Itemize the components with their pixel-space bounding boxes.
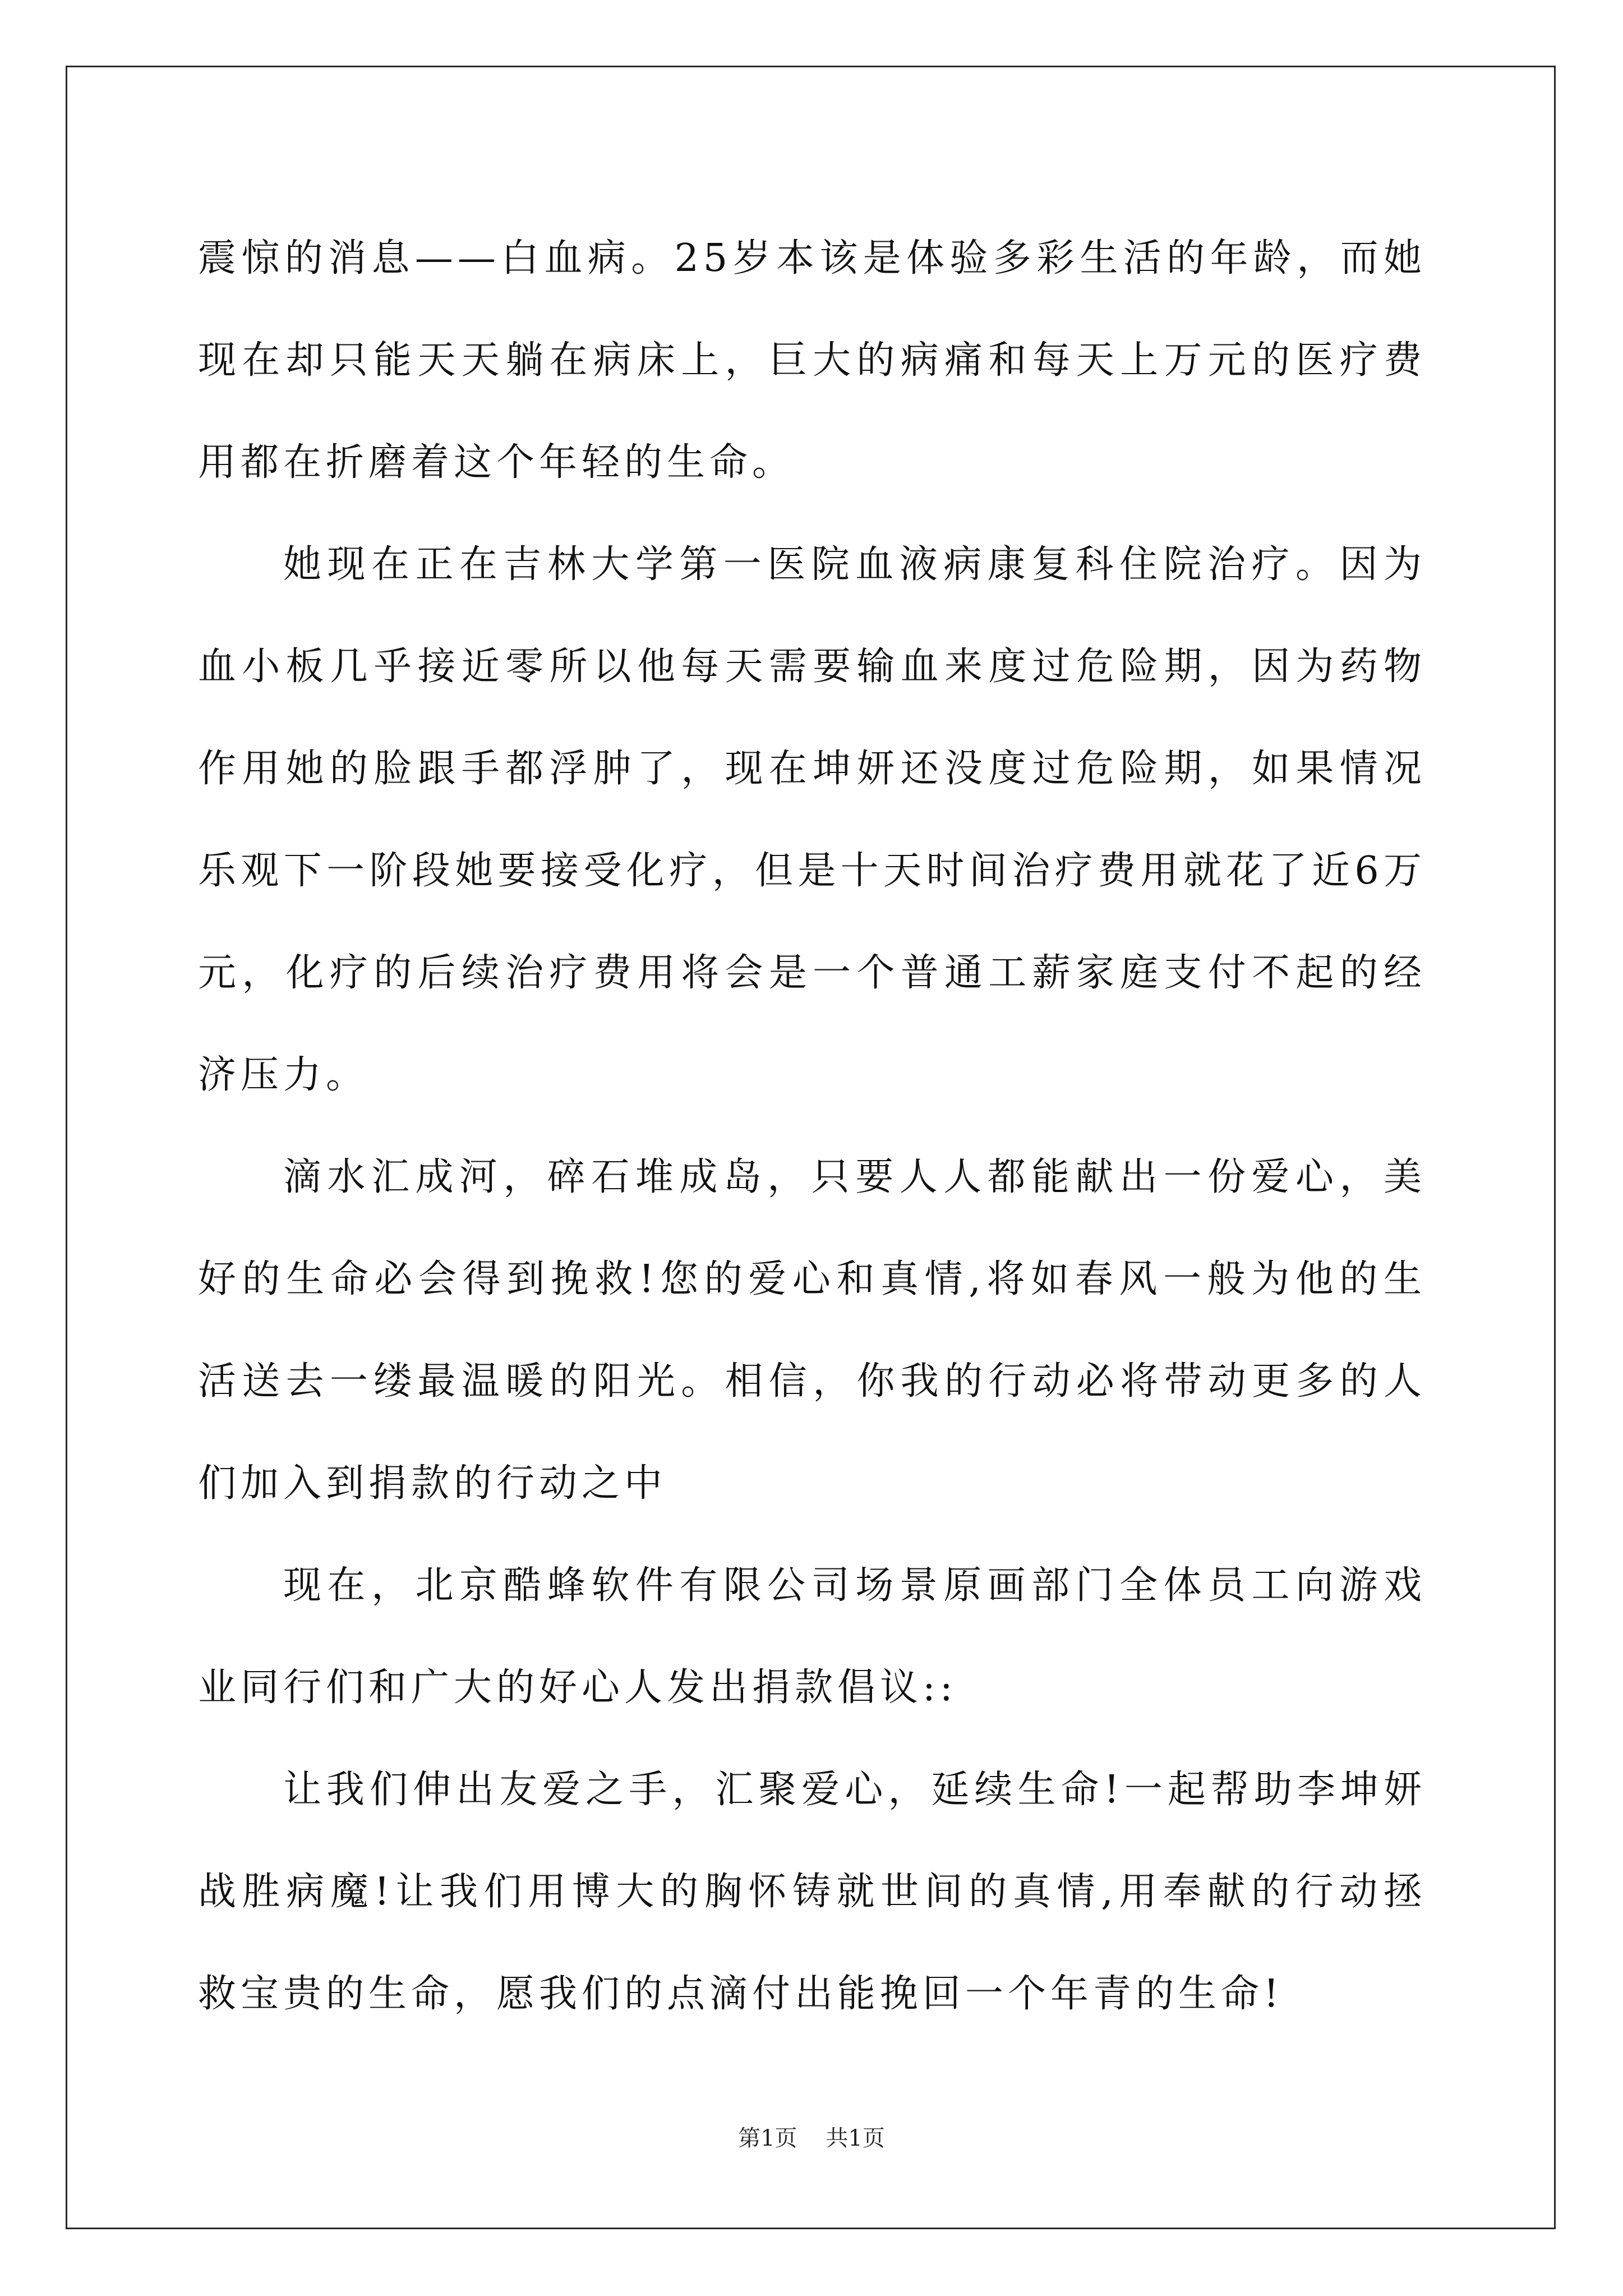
page-number-footer: 第1页 共1页 <box>738 2125 885 2151</box>
paragraph-4: 现在，北京酷蜂软件有限公司场景原画部门全体员工向游戏业同行们和广大的好心人发出捐款倡议:: <box>198 1563 1426 1710</box>
paragraph-2: 她现在正在吉林大学第一医院血液病康复科住院治疗。因为血小板几乎接近零所以他每天需要输血来度过危险期，因为药物作用她的脸跟手都浮肿了，现在坤妍还没度过危险期，如果情况乐观下一阶段她要接受化疗，但是十天时间治疗费用就花了近6万元，化疗的后续治疗费用将会是一个普通工薪家庭支付不起的经济压力。 <box>198 542 1427 1097</box>
document-body <box>198 208 1426 2045</box>
paragraph-5: 让我们伸出友爱之手，汇聚爱心，延续生命!一起帮助李坤妍战胜病魔!让我们用博大的胸怀铸就世间的真情,用奉献的行动拯救宝贵的生命，愿我们的点滴付出能挽回一个年青的生命! <box>198 1768 1426 2016</box>
paragraph-1: 震惊的消息——白血病。25岁本该是体验多彩生活的年龄，而她现在却只能天天躺在病床上，巨大的病痛和每天上万元的医疗费用都在折磨着这个年轻的生命。 <box>198 236 1426 485</box>
paragraph-3: 滴水汇成河，碎石堆成岛，只要人人都能献出一份爱心，美好的生命必会得到挽救!您的爱心和真情,将如春风一般为他的生活送去一缕最温暖的阳光。相信，你我的行动必将带动更多的人们加入到捐款的行动之中 <box>198 1155 1426 1506</box>
